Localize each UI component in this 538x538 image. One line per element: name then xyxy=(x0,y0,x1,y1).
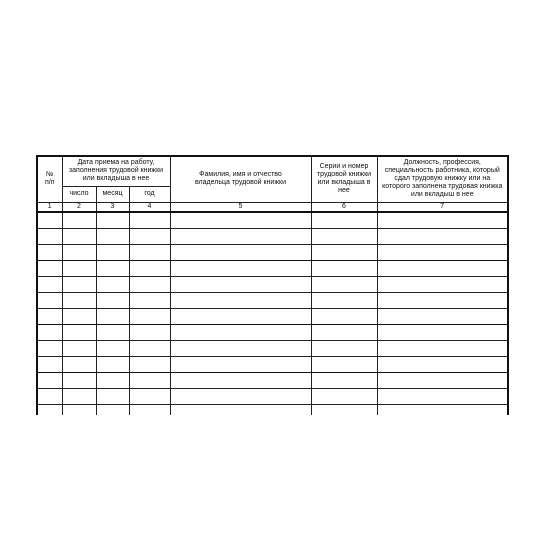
table-cell[interactable] xyxy=(311,340,377,356)
table-cell[interactable] xyxy=(129,388,170,404)
column-number: 1 xyxy=(37,202,62,212)
header-year: год xyxy=(129,186,170,202)
table-cell[interactable] xyxy=(377,292,508,308)
header-full-name: Фамилия, имя и отчество владельца трудовой книжки xyxy=(170,156,311,202)
table-cell[interactable] xyxy=(311,372,377,388)
table-cell[interactable] xyxy=(129,308,170,324)
table-cell[interactable] xyxy=(62,292,96,308)
table-cell[interactable] xyxy=(62,324,96,340)
table-cell[interactable] xyxy=(311,244,377,260)
table-cell[interactable] xyxy=(129,244,170,260)
ledger-table xyxy=(36,155,509,415)
table-row xyxy=(37,244,508,260)
column-number: 7 xyxy=(377,202,508,212)
table-cell[interactable] xyxy=(37,228,62,244)
table-cell[interactable] xyxy=(170,324,311,340)
table-cell[interactable] xyxy=(311,388,377,404)
table-cell[interactable] xyxy=(377,308,508,324)
table-cell[interactable] xyxy=(37,388,62,404)
header-position: Должность, профессия, специальность работника, который сдал трудовую книжку или на которого заполнена трудовая книжка или вкладыш в нее xyxy=(377,156,508,202)
table-cell[interactable] xyxy=(170,292,311,308)
table-cell[interactable] xyxy=(96,308,129,324)
table-cell[interactable] xyxy=(37,324,62,340)
column-number: 6 xyxy=(311,202,377,212)
header-date-group: Дата приема на работу, заполнения трудовой книжки или вкладыша в нее xyxy=(62,156,170,186)
table-cell[interactable] xyxy=(129,372,170,388)
table-cell[interactable] xyxy=(96,372,129,388)
table-cell[interactable] xyxy=(96,276,129,292)
table-cell[interactable] xyxy=(96,244,129,260)
column-number: 4 xyxy=(129,202,170,212)
table-cell[interactable] xyxy=(96,212,129,229)
table-cell[interactable] xyxy=(129,324,170,340)
table-cell[interactable] xyxy=(62,372,96,388)
table-cell[interactable] xyxy=(170,260,311,276)
table-cell[interactable] xyxy=(96,292,129,308)
table-cell[interactable] xyxy=(377,228,508,244)
table-cell[interactable] xyxy=(170,404,311,415)
table-cell[interactable] xyxy=(37,212,62,229)
table-cell[interactable] xyxy=(129,212,170,229)
table-cell[interactable] xyxy=(311,356,377,372)
table-row xyxy=(37,372,508,388)
header-day: число xyxy=(62,186,96,202)
table-cell[interactable] xyxy=(311,324,377,340)
table-cell[interactable] xyxy=(311,212,377,229)
table-cell[interactable] xyxy=(311,292,377,308)
table-cell[interactable] xyxy=(129,276,170,292)
table-cell[interactable] xyxy=(170,212,311,229)
table-cell[interactable] xyxy=(37,340,62,356)
header-month: месяц xyxy=(96,186,129,202)
table-cell[interactable] xyxy=(377,212,508,229)
table-cell[interactable] xyxy=(311,228,377,244)
table-cell[interactable] xyxy=(37,244,62,260)
table-cell[interactable] xyxy=(129,260,170,276)
table-cell[interactable] xyxy=(170,244,311,260)
table-cell[interactable] xyxy=(62,228,96,244)
table-cell[interactable] xyxy=(377,276,508,292)
table-cell[interactable] xyxy=(129,228,170,244)
table-cell[interactable] xyxy=(377,356,508,372)
table-cell[interactable] xyxy=(62,244,96,260)
header-number: № п/п xyxy=(37,156,62,202)
table-cell[interactable] xyxy=(96,228,129,244)
table-cell[interactable] xyxy=(170,388,311,404)
table-cell[interactable] xyxy=(96,388,129,404)
table-cell[interactable] xyxy=(37,404,62,415)
table-cell[interactable] xyxy=(62,404,96,415)
header-series-number: Серии и номер трудовой книжки или вкладыша в нее xyxy=(311,156,377,202)
table-cell[interactable] xyxy=(96,260,129,276)
table-cell[interactable] xyxy=(311,404,377,415)
table-cell[interactable] xyxy=(129,356,170,372)
table-cell[interactable] xyxy=(96,356,129,372)
table-cell[interactable] xyxy=(96,324,129,340)
table-cell[interactable] xyxy=(129,292,170,308)
table-cell[interactable] xyxy=(96,404,129,415)
table-cell[interactable] xyxy=(37,356,62,372)
table-cell[interactable] xyxy=(377,372,508,388)
table-row xyxy=(37,308,508,324)
table-cell[interactable] xyxy=(170,228,311,244)
table-cell[interactable] xyxy=(62,276,96,292)
table-cell[interactable] xyxy=(62,340,96,356)
table-row xyxy=(37,340,508,356)
table-cell[interactable] xyxy=(311,308,377,324)
column-number: 3 xyxy=(96,202,129,212)
table-row xyxy=(37,228,508,244)
table-cell[interactable] xyxy=(377,340,508,356)
table-cell[interactable] xyxy=(37,292,62,308)
table-row xyxy=(37,276,508,292)
ledger-body xyxy=(37,212,508,415)
table-cell[interactable] xyxy=(62,308,96,324)
table-cell[interactable] xyxy=(377,260,508,276)
table-cell[interactable] xyxy=(62,388,96,404)
table-cell[interactable] xyxy=(170,276,311,292)
table-cell[interactable] xyxy=(377,404,508,415)
table-cell[interactable] xyxy=(129,340,170,356)
table-row xyxy=(37,324,508,340)
table-cell[interactable] xyxy=(170,372,311,388)
table-cell[interactable] xyxy=(62,356,96,372)
table-row xyxy=(37,292,508,308)
column-number: 5 xyxy=(170,202,311,212)
table-cell[interactable] xyxy=(37,308,62,324)
table-row xyxy=(37,260,508,276)
column-number: 2 xyxy=(62,202,96,212)
table-row xyxy=(37,356,508,372)
table-cell[interactable] xyxy=(129,404,170,415)
table-cell[interactable] xyxy=(170,356,311,372)
table-cell[interactable] xyxy=(96,340,129,356)
table-cell[interactable] xyxy=(311,276,377,292)
table-cell[interactable] xyxy=(170,340,311,356)
table-cell[interactable] xyxy=(37,276,62,292)
table-cell[interactable] xyxy=(377,388,508,404)
table-cell[interactable] xyxy=(37,372,62,388)
table-row xyxy=(37,404,508,415)
table-row xyxy=(37,388,508,404)
table-cell[interactable] xyxy=(62,260,96,276)
table-cell[interactable] xyxy=(37,260,62,276)
table-cell[interactable] xyxy=(170,308,311,324)
table-cell[interactable] xyxy=(62,212,96,229)
table-cell[interactable] xyxy=(377,324,508,340)
table-cell[interactable] xyxy=(311,260,377,276)
table-cell[interactable] xyxy=(377,244,508,260)
table-row xyxy=(37,212,508,229)
